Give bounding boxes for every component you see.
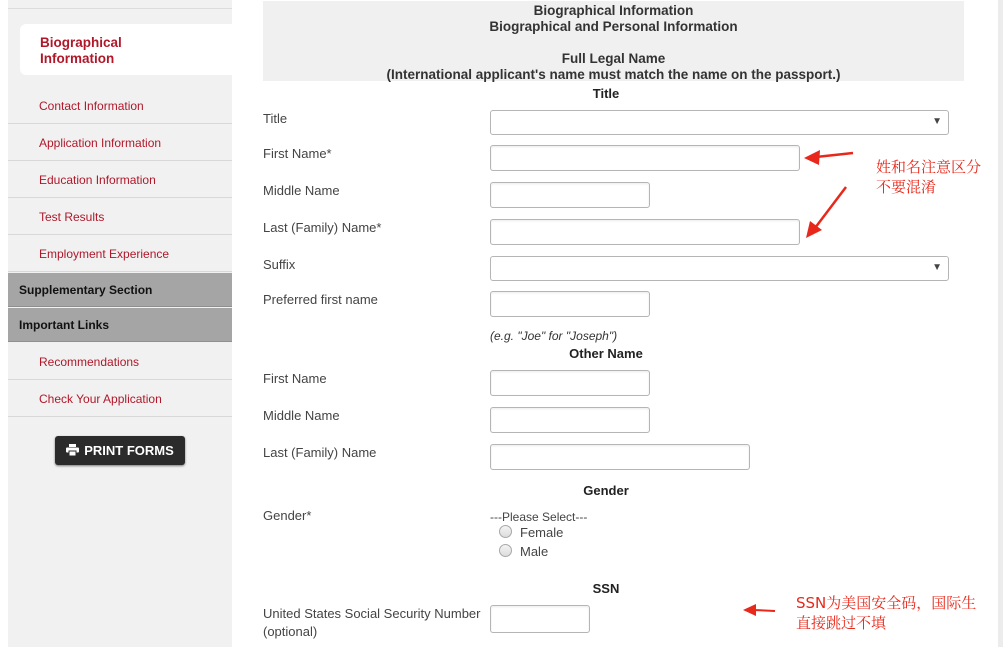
arrow-first-name-head xyxy=(804,150,820,165)
sidebar-item-label: Biographical Information xyxy=(40,35,122,66)
other-middle-name-field[interactable] xyxy=(490,407,650,433)
sidebar-item-contact-information[interactable] xyxy=(8,88,232,124)
sidebar-section-important-links[interactable] xyxy=(8,308,232,342)
preferred-name-field[interactable] xyxy=(490,291,650,317)
page-title: Biographical Information xyxy=(533,3,694,18)
sidebar-item-label: Employment Experience xyxy=(39,247,170,261)
ssn-annotation-line1: SSN为美国安全码，国际生 xyxy=(796,594,977,612)
ssn-label-line2: (optional) xyxy=(263,624,318,639)
chevron-down-icon: ▼ xyxy=(932,116,942,127)
print-forms-button[interactable] xyxy=(55,436,185,465)
suffix-select[interactable] xyxy=(490,256,949,281)
other-last-name-field[interactable] xyxy=(490,444,750,470)
name-annotation-line1: 姓和名注意区分 xyxy=(876,158,982,176)
radio-button[interactable] xyxy=(499,544,512,557)
sidebar-section-supplementary[interactable] xyxy=(8,273,232,307)
sidebar-item-recommendations[interactable] xyxy=(8,344,232,380)
name-annotation-line2: 不要混淆 xyxy=(876,178,937,196)
sidebar-item-biographical-information[interactable] xyxy=(20,24,232,75)
gender-heading: Gender xyxy=(583,483,629,498)
gender-option-label: Male xyxy=(520,544,549,559)
sidebar-section-label: Supplementary Section xyxy=(19,283,153,297)
sidebar-item-label: Test Results xyxy=(39,210,105,224)
sidebar-item-label: Recommendations xyxy=(39,355,140,369)
arrow-ssn-shaft xyxy=(754,610,775,611)
sidebar-item-test-results[interactable] xyxy=(8,199,232,235)
gender-option-label: Female xyxy=(520,525,564,540)
arrow-ssn-head xyxy=(743,604,756,616)
gender-option-female[interactable] xyxy=(499,525,563,540)
sidebar-item-employment-experience[interactable] xyxy=(8,236,232,272)
radio-button[interactable] xyxy=(499,525,512,538)
sidebar-item-application-information[interactable] xyxy=(8,125,232,161)
sidebar-item-label: Check Your Application xyxy=(39,392,162,406)
last-name-label: Last (Family) Name* xyxy=(263,220,382,235)
arrow-last-name-shaft xyxy=(815,187,846,228)
sidebar-item-education-information[interactable] xyxy=(8,162,232,198)
last-name-field[interactable] xyxy=(490,219,800,245)
ssn-field[interactable] xyxy=(490,605,590,633)
sidebar-nav xyxy=(8,0,232,647)
middle-name-label: Middle Name xyxy=(263,183,340,198)
title-heading: Title xyxy=(592,86,620,101)
preferred-name-label: Preferred first name xyxy=(263,292,378,307)
page-subtitle: Biographical and Personal Information xyxy=(489,19,738,34)
form-header xyxy=(263,1,964,81)
arrow-last-name-head xyxy=(806,221,822,238)
section-title-legal-name: Full Legal Name xyxy=(561,51,666,66)
passport-note: (International applicant's name must match the name on the passport.) xyxy=(386,67,841,82)
sidebar-item-label: Contact Information xyxy=(39,99,144,113)
arrow-first-name-shaft xyxy=(816,153,853,157)
first-name-label: First Name* xyxy=(263,146,332,161)
middle-name-field[interactable] xyxy=(490,182,650,208)
other-first-name-field[interactable] xyxy=(490,370,650,396)
other-name-heading: Other Name xyxy=(569,346,643,361)
suffix-label: Suffix xyxy=(263,257,296,272)
sidebar-section-label: Important Links xyxy=(19,318,110,332)
other-first-name-label: First Name xyxy=(263,371,327,386)
other-last-name-label: Last (Family) Name xyxy=(263,445,377,460)
ssn-heading: SSN xyxy=(592,581,620,596)
chevron-down-icon: ▼ xyxy=(932,262,942,273)
sidebar-item-label: Education Information xyxy=(39,173,156,187)
ssn-label-line1: United States Social Security Number xyxy=(263,606,481,621)
other-middle-name-label: Middle Name xyxy=(263,408,340,423)
gender-select-prompt: ---Please Select--- xyxy=(490,510,588,524)
scrollbar[interactable] xyxy=(998,0,1003,647)
ssn-annotation xyxy=(796,593,976,633)
sidebar-item-check-your-application[interactable] xyxy=(8,381,232,417)
title-select[interactable] xyxy=(490,110,949,135)
printer-icon xyxy=(66,437,79,466)
first-name-field[interactable] xyxy=(490,145,800,171)
title-label: Title xyxy=(263,111,288,126)
sidebar-top-divider xyxy=(8,0,232,9)
gender-label: Gender* xyxy=(263,508,312,523)
name-annotation xyxy=(876,157,981,197)
ssn-label xyxy=(263,605,480,641)
print-forms-label: PRINT FORMS xyxy=(84,443,174,458)
sidebar-item-label: Application Information xyxy=(39,136,162,150)
gender-option-male[interactable] xyxy=(499,544,548,559)
preferred-name-hint: (e.g. "Joe" for "Joseph") xyxy=(490,329,618,343)
ssn-annotation-line2: 直接跳过不填 xyxy=(796,614,887,632)
